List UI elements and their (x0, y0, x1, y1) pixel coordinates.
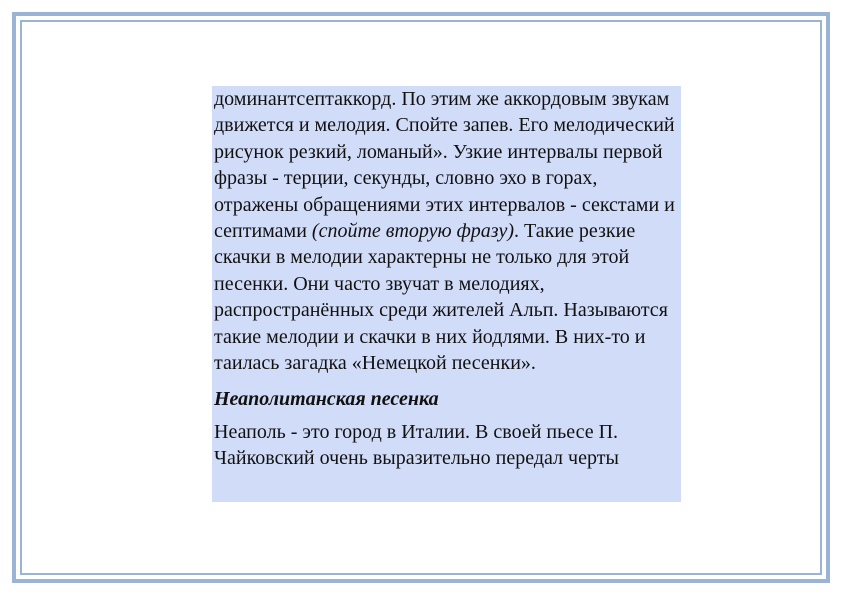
paragraph-2: Неаполь - это город в Италии. В своей пьесе П. Чайковский очень выразительно передал черты (214, 420, 619, 470)
paragraph-1-text-b: . Такие резкие скачки в мелодии характерны не только для этой песенки. Они часто звучат в мелодиях, распространённых среди жителей Альп. Называются такие мелодии и скачки в них йодлями. В них-то и таилась загадка «Немецкой песенки». (214, 220, 668, 375)
text-box (212, 86, 681, 502)
section-heading: Неаполитанская песенка (214, 388, 439, 411)
paragraph-1-italic-note: (спойте вторую фразу) (311, 220, 515, 243)
paragraph-1 (214, 86, 675, 376)
paragraph-1-text-a: доминантсептаккорд. По этим же аккордовым звукам движется и мелодия. Спойте запев. Его мелодический рисунок резкий, ломаный». Узкие интервалы первой фразы - терции, секунды, словно эхо в горах, отражены обращениями этих интервалов - секстами и септимами (214, 88, 675, 243)
